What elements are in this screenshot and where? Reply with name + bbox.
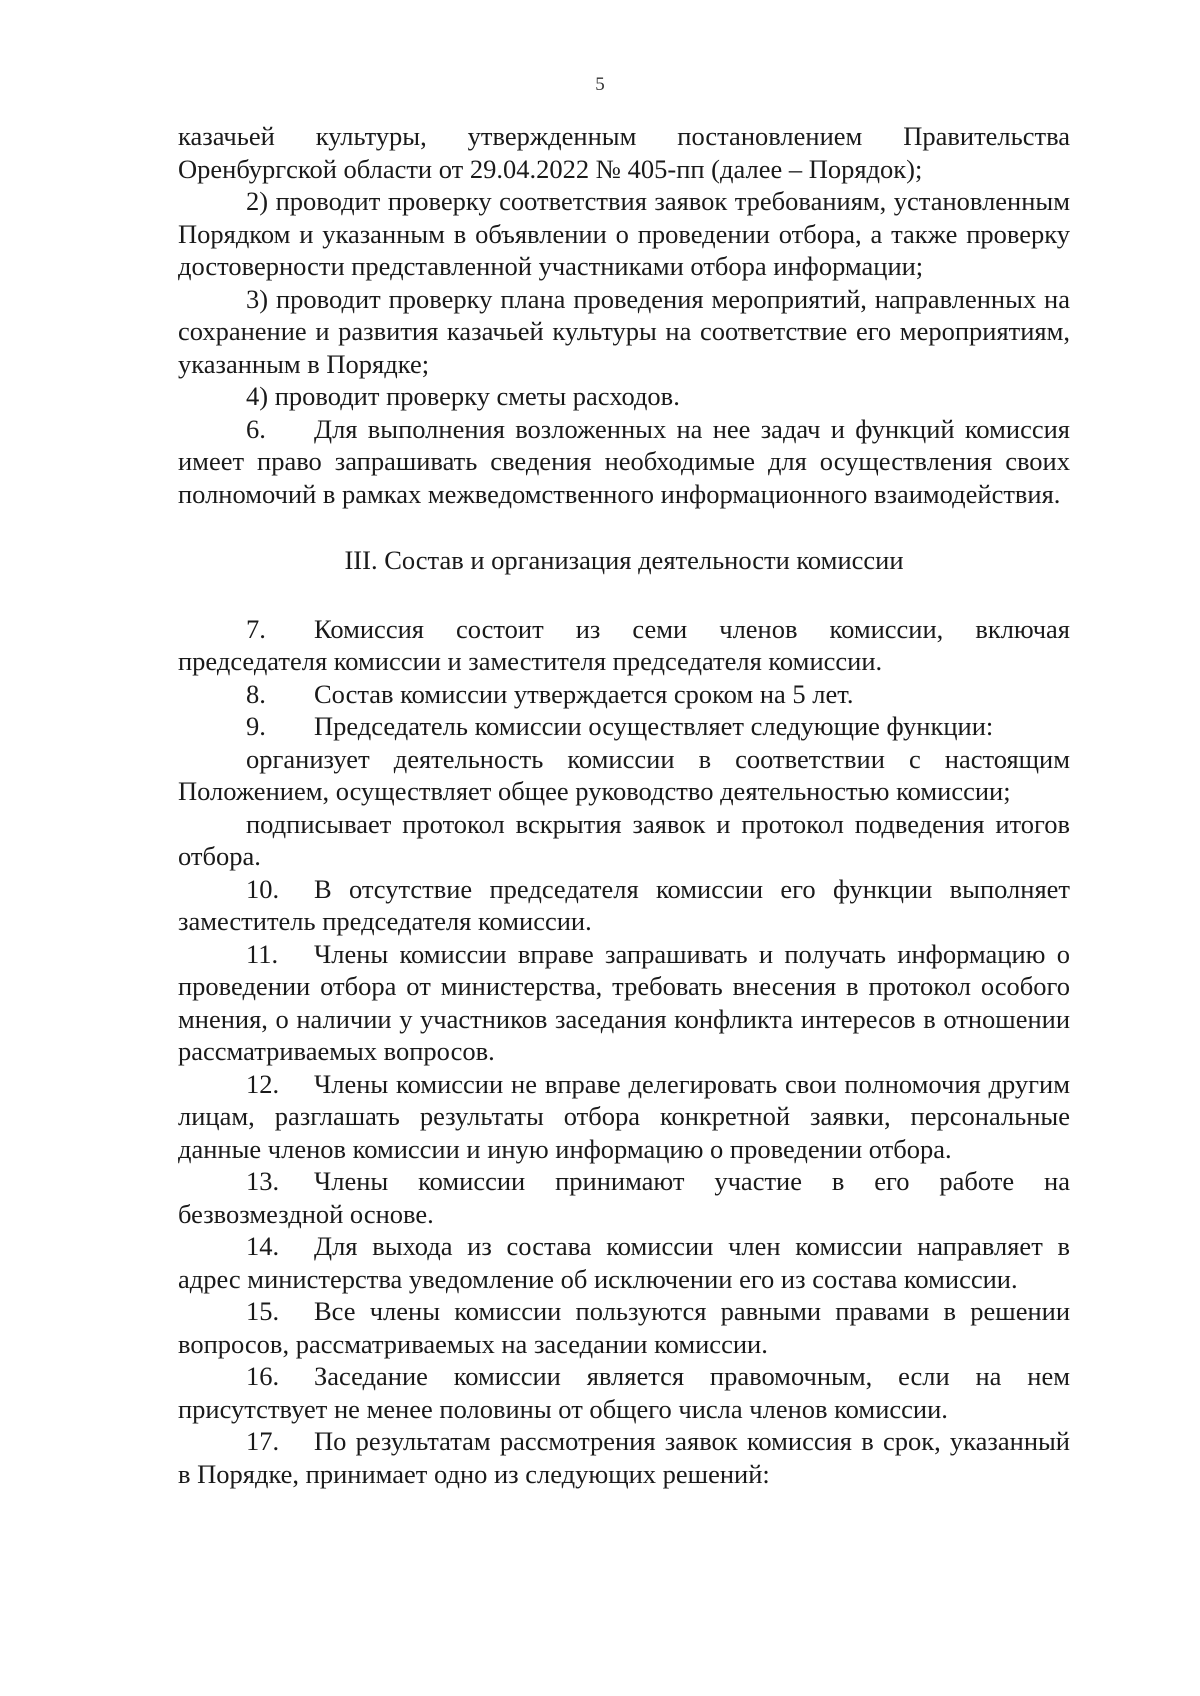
item-number: 6. (246, 413, 266, 444)
numbered-paragraph (178, 1295, 1070, 1360)
item-text: Члены комиссии не вправе делегировать свои полномочия другим лицам, разглашать результаты отбора конкретной заявки, персональные данные членов комиссии и иную информацию о проведении отбора. (178, 1068, 1070, 1164)
item-text: Члены комиссии вправе запрашивать и получать информацию о проведении отбора от министерства, требовать внесения в протокол особого мнения, о наличии у участников заседания конфликта интересов в отношении рассматриваемых вопросов. (178, 938, 1070, 1066)
numbered-paragraph (178, 413, 1070, 511)
item-text: В отсутствие председателя комиссии его функции выполняет заместитель председателя комиссии. (178, 873, 1070, 936)
item-number: 12. (246, 1068, 280, 1099)
item-number: 11. (246, 938, 279, 969)
document-body (178, 120, 1070, 1490)
function-paragraph: организует деятельность комиссии в соответствии с настоящим Положением, осуществляет общее руководство деятельностью комиссии; (178, 743, 1070, 806)
paragraph: 2) проводит проверку соответствия заявок требованиям, установленным Порядком и указанным в объявлении о проведении отбора, а также проверку достоверности представленной участниками отбора информации; (178, 186, 1070, 281)
numbered-paragraph (178, 873, 1070, 938)
item-text: Члены комиссии принимают участие в его работе на безвозмездной основе. (178, 1166, 1070, 1229)
item-number: 17. (246, 1426, 280, 1456)
item-text: По результатам рассмотрения заявок комиссия в срок, указанный в Порядке, принимает одно из следующих решений: (178, 1426, 1070, 1489)
numbered-paragraph (178, 1068, 1070, 1166)
item-number: 7. (246, 613, 266, 644)
numbered-paragraph (178, 710, 1070, 743)
numbered-paragraph (178, 678, 1070, 711)
paragraph: 3) проводит проверку плана проведения мероприятий, направленных на сохранение и развития казачьей культуры на соответствие его мероприятиям, указанным в Порядке; (178, 283, 1070, 379)
numbered-paragraph (178, 1425, 1070, 1490)
numbered-paragraph (178, 1230, 1070, 1295)
item-number: 15. (246, 1296, 280, 1326)
item-number: 8. (246, 678, 266, 709)
item-number: 14. (246, 1231, 280, 1261)
item-text: Для выхода из состава комиссии член комиссии направляет в адрес министерства уведомление об исключении его из состава комиссии. (178, 1231, 1070, 1294)
item-text: Для выполнения возложенных на нее задач и функций комиссия имеет право запрашивать сведения необходимые для осуществления своих полномочий в рамках межведомственного информационного взаимодействия. (178, 413, 1070, 509)
item-number: 13. (246, 1166, 280, 1196)
item-text: Председатель комиссии осуществляет следующие функции: (314, 711, 994, 741)
item-text: Состав комиссии утверждается сроком на 5 лет. (314, 678, 854, 709)
paragraph: казачьей культуры, утвержденным постановлением Правительства Оренбургской области от 29.04.2022 № 405-пп (далее – Порядок); (178, 121, 1070, 184)
item-text: Все члены комиссии пользуются равными правами в решении вопросов, рассматриваемых на заседании комиссии. (178, 1296, 1070, 1359)
page-number: 5 (595, 74, 605, 95)
item-text: Комиссия состоит из семи членов комиссии, включая председателя комиссии и заместителя председателя комиссии. (178, 613, 1070, 676)
numbered-paragraph (178, 613, 1070, 678)
numbered-paragraph (178, 1360, 1070, 1425)
item-text: Заседание комиссии является правомочным, если на нем присутствует не менее половины от общего числа членов комиссии. (178, 1361, 1070, 1424)
section-heading: III. Состав и организация деятельности комиссии (344, 545, 904, 575)
numbered-paragraph (178, 1165, 1070, 1230)
item-number: 16. (246, 1361, 280, 1391)
function-paragraph: подписывает протокол вскрытия заявок и протокол подведения итогов отбора. (178, 808, 1070, 871)
item-number: 10. (246, 873, 280, 904)
paragraph: 4) проводит проверку сметы расходов. (246, 381, 680, 411)
item-number: 9. (246, 711, 266, 741)
numbered-paragraph (178, 938, 1070, 1068)
